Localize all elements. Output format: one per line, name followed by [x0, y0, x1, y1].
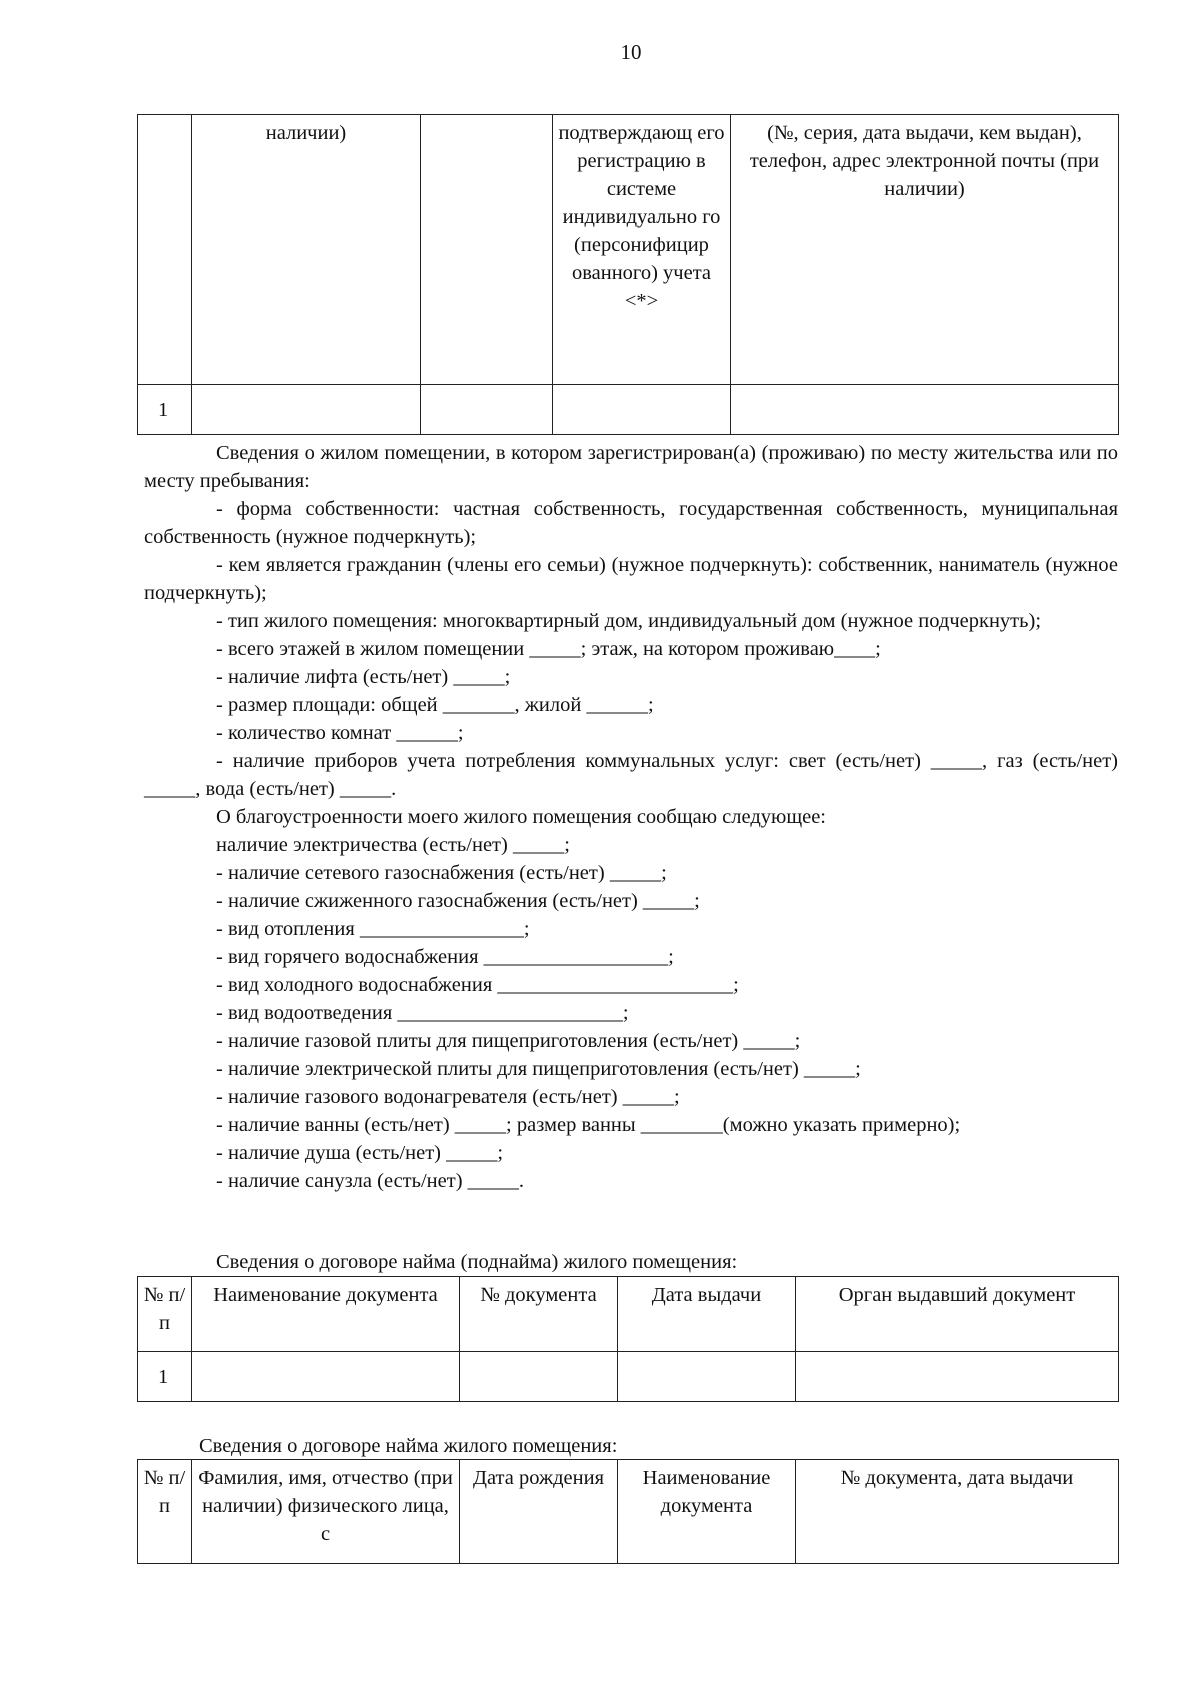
cold-water-line: - вид холодного водоснабжения _______________________; — [216, 974, 739, 996]
table-cell — [731, 385, 1119, 435]
floors-line: - всего этажей в жилом помещении _____; этаж, на котором проживаю____; — [216, 638, 881, 660]
table-cell — [421, 115, 553, 385]
table-cell: наличии) — [192, 115, 421, 385]
rooms-line: - количество комнат ______; — [216, 722, 464, 744]
table-row — [138, 1352, 1119, 1402]
amenities-intro: О благоустроенности моего жилого помещения сообщаю следующее: — [216, 806, 827, 828]
sewerage-line: - вид водоотведения ______________________; — [216, 1002, 629, 1024]
elevator-line: - наличие лифта (есть/нет) _____; — [216, 666, 511, 688]
housing-type: - тип жилого помещения: многоквартирный дом, индивидуальный дом (нужное подчеркнуть); — [216, 610, 1042, 632]
table-cell — [192, 385, 421, 435]
row-number-cell: 1 — [138, 1352, 192, 1402]
network-gas-line: - наличие сетевого газоснабжения (есть/нет) _____; — [216, 862, 667, 884]
column-header: Наименование документа — [618, 1460, 796, 1564]
table-header-row — [138, 1460, 1119, 1564]
table-cell — [553, 385, 731, 435]
table-row — [138, 115, 1119, 385]
column-header: № документа, дата выдачи — [796, 1460, 1119, 1564]
column-header: № п/п — [138, 1460, 192, 1564]
rental-agreement-title: Сведения о договоре найма (поднайма) жилого помещения: — [216, 1251, 738, 1273]
column-header: Фамилия, имя, отчество (при наличии) физического лица, с — [192, 1460, 460, 1564]
liquefied-gas-line: - наличие сжиженного газоснабжения (есть/нет) _____; — [216, 890, 700, 912]
housing-info-section — [144, 439, 1118, 1195]
gas-heater-line: - наличие газового водонагревателя (есть/нет) _____; — [216, 1086, 680, 1108]
bathroom-line: - наличие санузла (есть/нет) _____. — [216, 1170, 525, 1192]
table-cell: подтверждающ его регистрацию в системе индивидуально го (персонифицир ованного) учета <*> — [553, 115, 731, 385]
column-header: № документа — [460, 1277, 618, 1352]
bath-line: - наличие ванны (есть/нет) _____; размер ванны ________(можно указать примерно); — [216, 1114, 961, 1136]
table-cell — [192, 1352, 460, 1402]
ownership-form: - форма собственности: частная собственность, государственная собственность, муниципальная собственность (нужное подчеркнуть); — [144, 498, 1118, 548]
table-cell: (№, серия, дата выдачи, кем выдан), телефон, адрес электронной почты (при наличии) — [731, 115, 1119, 385]
lease-agreement-table — [137, 1459, 1119, 1564]
table-cell — [796, 1352, 1119, 1402]
gas-stove-line: - наличие газовой плиты для пищеприготовления (есть/нет) _____; — [216, 1030, 801, 1052]
electric-stove-line: - наличие электрической плиты для пищеприготовления (есть/нет) _____; — [216, 1058, 861, 1080]
housing-intro: Сведения о жилом помещении, в котором зарегистрирован(а) (проживаю) по месту жительства или по месту пребывания: — [144, 442, 1118, 492]
lease-agreement-title: Сведения о договоре найма жилого помещения: — [199, 1435, 618, 1457]
table-cell — [460, 1352, 618, 1402]
column-header: Дата рождения — [460, 1460, 618, 1564]
page-number: 10 — [620, 40, 642, 64]
table-row — [138, 385, 1119, 435]
table-header-row — [138, 1277, 1119, 1352]
meters-line: - наличие приборов учета потребления коммунальных услуг: свет (есть/нет) _____, газ (есть/нет) _____, вода (есть/нет) _____. — [144, 750, 1118, 800]
electricity-line: наличие электричества (есть/нет) _____; — [216, 834, 570, 856]
applicant-table-continued — [137, 114, 1119, 435]
hot-water-line: - вид горячего водоснабжения __________________; — [216, 946, 674, 968]
column-header: № п/п — [138, 1277, 192, 1352]
table-cell — [618, 1352, 796, 1402]
area-line: - размер площади: общей _______, жилой ______; — [216, 694, 654, 716]
row-number-cell: 1 — [138, 385, 192, 435]
heating-line: - вид отопления ________________; — [216, 918, 530, 940]
table-cell — [421, 385, 553, 435]
column-header: Орган выдавший документ — [796, 1277, 1119, 1352]
column-header: Наименование документа — [192, 1277, 460, 1352]
shower-line: - наличие душа (есть/нет) _____; — [216, 1142, 504, 1164]
table-cell — [138, 115, 192, 385]
citizen-status: - кем является гражданин (члены его семьи) (нужное подчеркнуть): собственник, наниматель (нужное подчеркнуть); — [144, 554, 1118, 604]
rental-agreement-table — [137, 1276, 1119, 1402]
column-header: Дата выдачи — [618, 1277, 796, 1352]
